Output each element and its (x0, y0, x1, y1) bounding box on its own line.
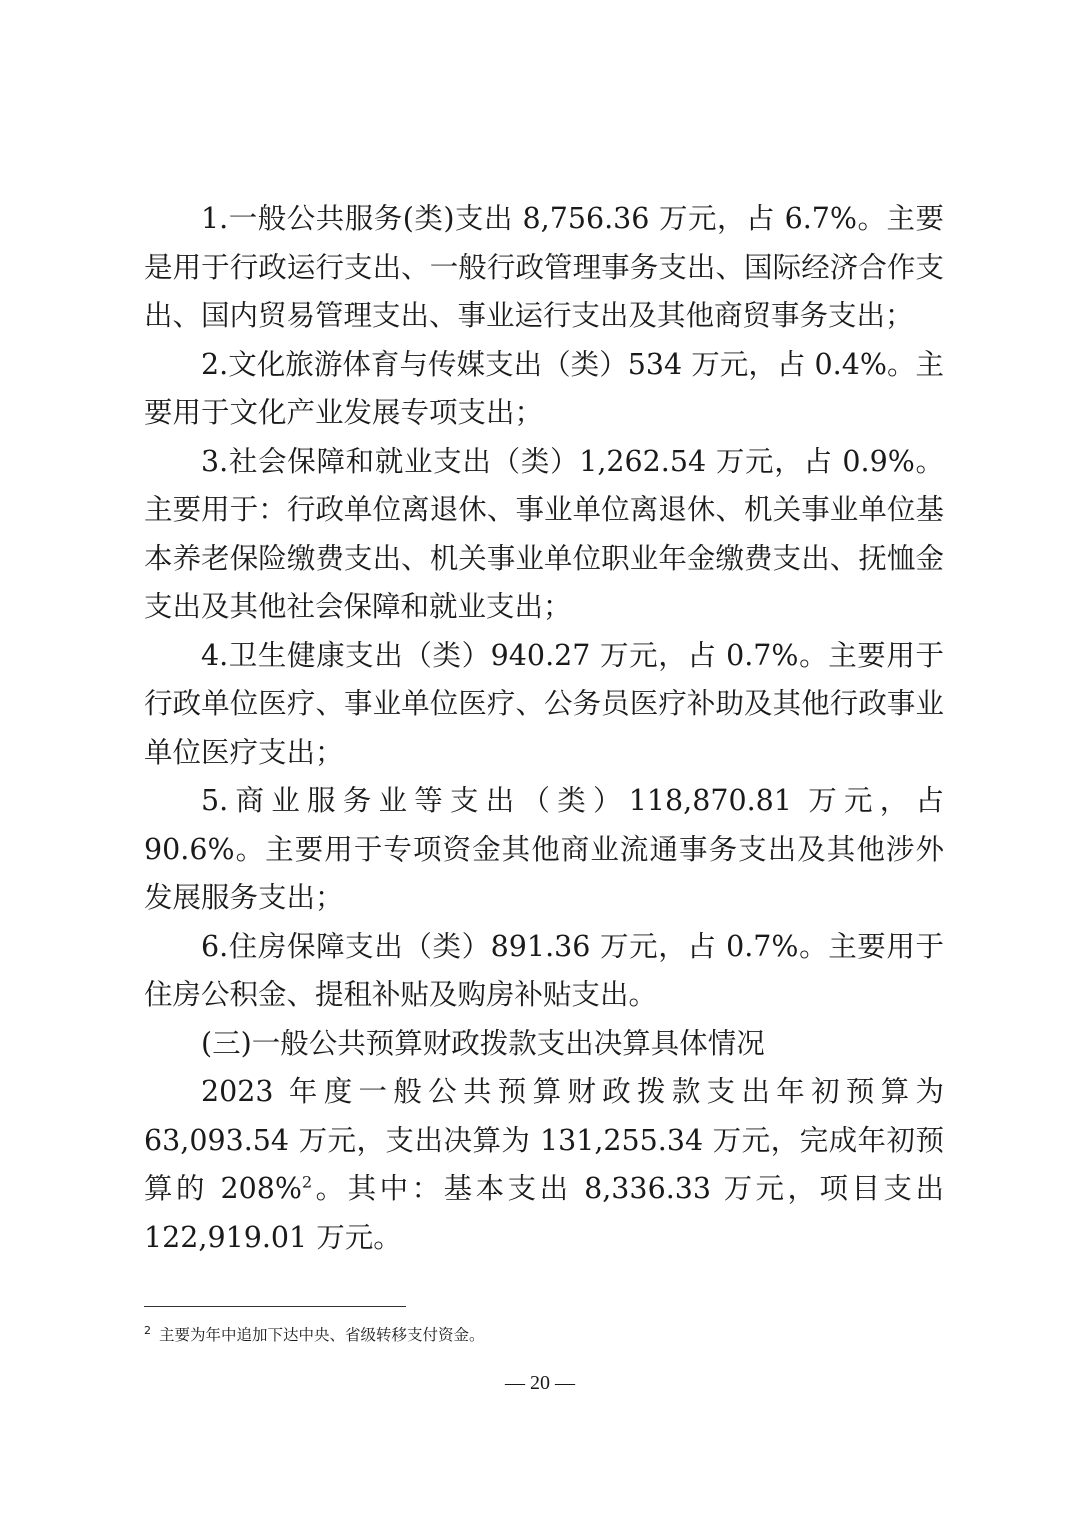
paragraph-social-security: 3.社会保障和就业支出（类）1,262.54 万元，占 0.9%。主要用于：行政单位离退休、事业单位离退休、机关事业单位基本养老保险缴费支出、机关事业单位职业年金缴费支出、抚恤金支出及其他社会保障和就业支出； (144, 444, 944, 623)
paragraph-budget-summary (144, 1068, 944, 1262)
paragraph-health: 4.卫生健康支出（类）940.27 万元，占 0.7%。主要用于行政单位医疗、事业单位医疗、公务员医疗补助及其他行政事业单位医疗支出； (144, 638, 944, 769)
footnote-divider (144, 1306, 406, 1307)
paragraph-general-public-services: 1.一般公共服务(类)支出 8,756.36 万元，占 6.7%。主要是用于行政运行支出、一般行政管理事务支出、国际经济合作支出、国内贸易管理支出、事业运行支出及其他商贸事务支出； (144, 202, 944, 332)
footnote-reference[interactable]: 2 (302, 1172, 313, 1192)
footnote (144, 1320, 944, 1346)
footnote-text: 主要为年中追加下达中央、省级转移支付资金。 (159, 1326, 485, 1345)
budget-summary-part1: 2023 年度一般公共预算财政拨款支出年初预算为 63,093.54 万元，支出决算为 131,255.34 万元，完成年初预算的 208% (144, 1075, 944, 1205)
budget-summary-part2: 。其中：基本支出 8,336.33 万元，项目支出 122,919.01 万元。 (144, 1172, 944, 1254)
body-text (144, 195, 944, 1262)
section-heading: (三)一般公共预算财政拨款支出决算具体情况 (201, 1026, 765, 1060)
page-number: — 20 — (505, 1372, 575, 1394)
footnote-marker: 2 (144, 1324, 151, 1337)
paragraph-commerce-services: 5.商业服务业等支出（类）118,870.81 万元，占 90.6%。主要用于专项资金其他商业流通事务支出及其他涉外发展服务支出； (144, 784, 944, 914)
paragraph-culture-tourism: 2.文化旅游体育与传媒支出（类）534 万元，占 0.4%。主要用于文化产业发展专项支出； (144, 347, 944, 429)
paragraph-housing: 6.住房保障支出（类）891.36 万元，占 0.7%。主要用于住房公积金、提租补贴及购房补贴支出。 (144, 929, 944, 1011)
